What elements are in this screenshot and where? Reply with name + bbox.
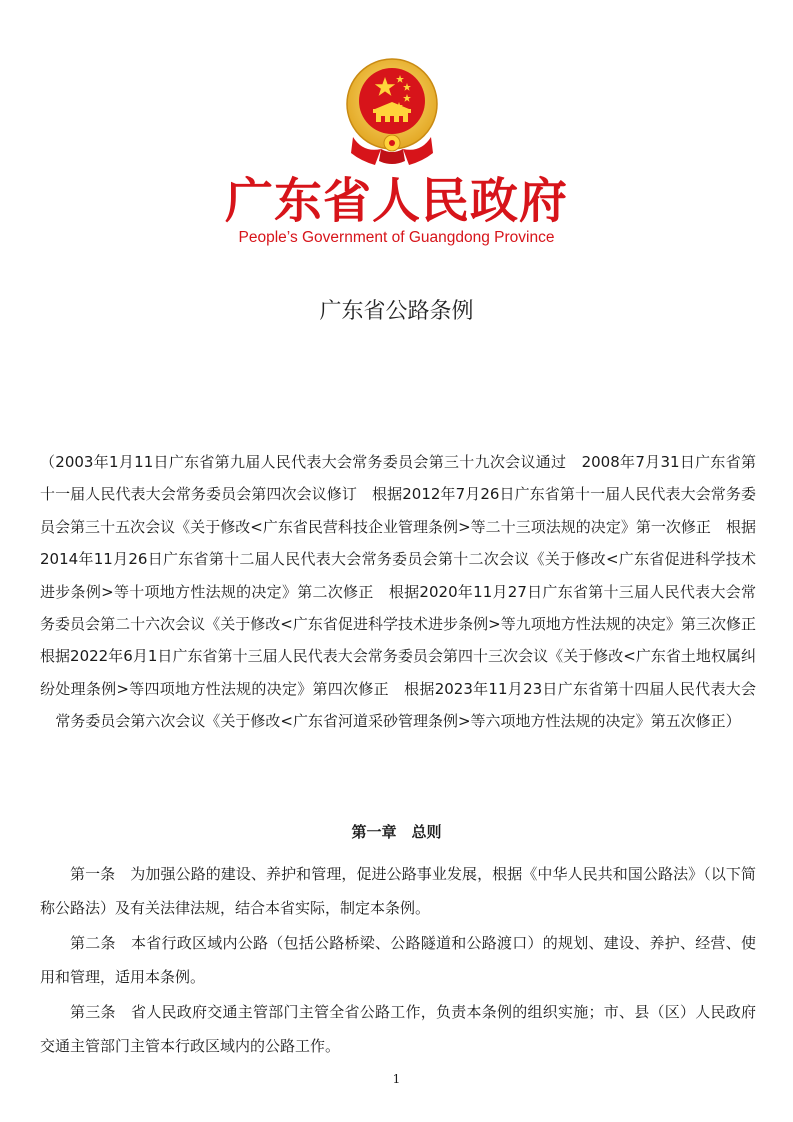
organization-name-cn: 广东省人民政府 [224, 173, 568, 229]
document-title: 广东省公路条例 [319, 299, 474, 324]
article-3: 第三条 省人民政府交通主管部门主管全省公路工作，负责本条例的组织实施；市、县（区）人民政府交通主管部门主管本行政区域内的公路工作。 [40, 1003, 756, 1055]
organization-name-en: People’s Government of Guangdong Province [238, 229, 555, 246]
articles-section [40, 857, 756, 1064]
chapter-title: 第一章 总则 [351, 823, 442, 841]
national-emblem-icon [345, 57, 439, 169]
article-1: 第一条 为加强公路的建设、养护和管理，促进公路事业发展，根据《中华人民共和国公路法》（以下简称公路法）及有关法律法规，结合本省实际，制定本条例。 [40, 865, 756, 917]
article-2: 第二条 本省行政区域内公路（包括公路桥梁、公路隧道和公路渡口）的规划、建设、养护、经营、使用和管理，适用本条例。 [40, 934, 756, 986]
page-number: 1 [392, 1072, 401, 1086]
legislative-history: （2003年1月11日广东省第九届人民代表大会常务委员会第三十九次会议通过 2008年7月31日广东省第十一届人民代表大会常务委员会第四次会议修订 根据2012年7月26日广东省第十一届人民代表大会常务委员会第三十五次会议《关于修改<广东省民营科技企业管理条例>等二十三项法规的决定》第一次修正 根据2014年11月26日广东省第十二届人民代表大会常务委员会第十二次会议《关于修改<广东省促进科学技术进步条例>等十项地方性法规的决定》第二次修正 根据2020年11月27日广东省第十三届人民代表大会常务委员会第二十六次会议《关于修改<广东省促进科学技术进步条例>等九项地方性法规的决定》第三次修正 根据2022年6月1日广东省第十三届人民代表大会常务委员会第四十三次会议《关于修改<广东省土地权属纠纷处理条例>等四项地方性法规的决定》第四次修正 根据2023年11月23日广东省第十四届人民代表大会常务委员会第六次会议《关于修改<广东省河道采砂管理条例>等六项地方性法规的决定》第五次修正） [40, 453, 772, 731]
